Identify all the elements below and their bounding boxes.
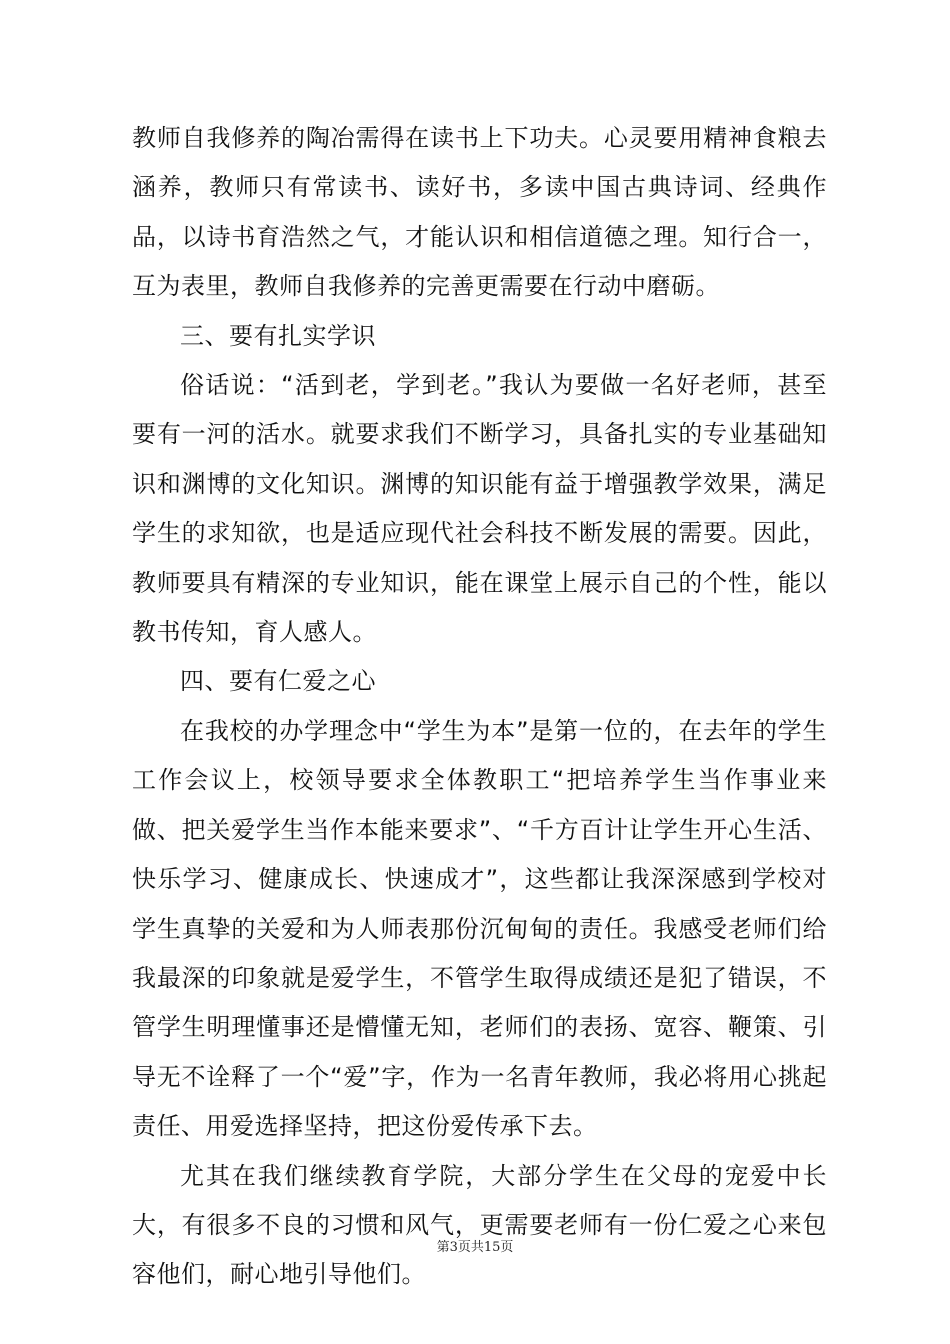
paragraph-reading-cultivation: 教师自我修养的陶冶需得在读书上下功夫。心灵要用精神食粮去涵养，教师只有常读书、读好书，多读中国古典诗词、经典作品，以诗书育浩然之气，才能认识和相信道德之理。知行合一，互为表里，教师自我修养的完善更需要在行动中磨砺。: [132, 124, 827, 301]
document-body: [132, 114, 827, 1300]
section-heading-benevolent-heart: 四、要有仁爱之心: [180, 667, 376, 696]
paragraph-students-first: 在我校的办学理念中“学生为本”是第一位的，在去年的学生工作会议上，校领导要求全体教职工“把培养学生当作事业来做、把关爱学生当作本能来要求”、“千方百计让学生开心生活、快乐学习、健康成长、快速成才”，这些都让我深深感到学校对学生真挚的关爱和为人师表那份沉甸甸的责任。我感受老师们给我最深的印象就是爱学生，不管学生取得成绩还是犯了错误，不管学生明理懂事还是懵懂无知，老师们的表扬、宽容、鞭策、引导无不诠释了一个“爱”字，作为一名青年教师，我必将用心挑起责任、用爱选择坚持，把这份爱传承下去。: [132, 716, 827, 1141]
section-heading-solid-learning: 三、要有扎实学识: [180, 321, 376, 350]
paragraph-continuing-education: 尤其在我们继续教育学院，大部分学生在父母的宠爱中长大，有很多不良的习惯和风气，更需要老师有一份仁爱之心来包容他们，耐心地引导他们。: [132, 1161, 827, 1289]
paragraph-lifelong-learning: 俗话说：“活到老，学到老。”我认为要做一名好老师，甚至要有一河的活水。就要求我们不断学习，具备扎实的专业基础知识和渊博的文化知识。渊博的知识能有益于增强教学效果，满足学生的求知欲，也是适应现代社会科技不断发展的需要。因此，教师要具有精深的专业知识，能在课堂上展示自己的个性，能以教书传知，育人感人。: [132, 371, 827, 647]
page-number-footer: 第3页共15页: [436, 1240, 514, 1255]
